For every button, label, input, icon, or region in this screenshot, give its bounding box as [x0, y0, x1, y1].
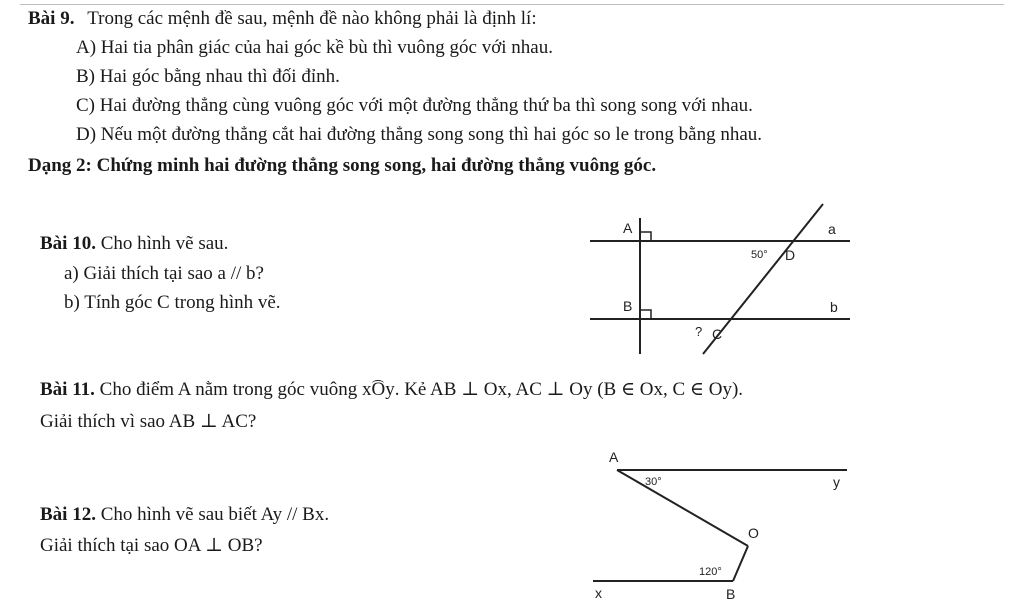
bai10-right-angle-b [640, 310, 651, 319]
bai12-line1 [40, 504, 329, 526]
bai11-line2: Giải thích vì sao AB ⊥ AC? [40, 411, 257, 432]
bai12-title: Bài 12. [40, 504, 96, 525]
bai9-option-d: D) Nếu một đường thẳng cắt hai đường thẳng song song thì hai góc so le trong bằng nhau. [76, 124, 763, 145]
bai12-segment-OB [733, 546, 748, 581]
bai11-angle-x: x [361, 379, 372, 400]
bai9-option-c: C) Hai đường thẳng cùng vuông góc với một đường thẳng thứ ba thì song song với nhau. [76, 95, 753, 116]
bai10-label-C: C [712, 326, 723, 342]
bai11-angle-xOy [362, 379, 395, 400]
bai10-label-a: a [828, 221, 836, 237]
bai10-label-b: b [830, 299, 838, 315]
bai10-label-A: A [623, 220, 633, 236]
bai10-title: Bài 10. [40, 233, 96, 254]
bai10-label-D: D [785, 247, 796, 263]
bai11-line1 [40, 379, 743, 401]
bai11-angle-O: O [371, 379, 386, 400]
bai12-angle-B: 120° [699, 566, 722, 578]
bai12-label-O: O [748, 525, 759, 541]
top-rule [20, 0, 1004, 5]
dang2-heading [28, 155, 656, 177]
bai11-text-b: . Kẻ AB ⊥ Ox, AC ⊥ Oy (B ∈ Ox, C ∈ Oy). [394, 379, 744, 400]
bai10-item-b: b) Tính góc C trong hình vẽ. [64, 292, 281, 313]
bai12-label-x: x [595, 585, 602, 601]
dang2-heading-text: Dạng 2: Chứng minh hai đường thẳng song song, hai đường thẳng vuông góc. [28, 155, 657, 176]
bai12-angle-A: 30° [645, 476, 662, 488]
bai9-option-b: B) Hai góc bằng nhau thì đối đỉnh. [76, 66, 340, 87]
bai9-title: Bài 9. [28, 8, 75, 29]
bai9-question: Trong các mệnh đề sau, mệnh đề nào không phải là định lí: [87, 8, 537, 29]
bai10-angle-D: 50° [751, 249, 768, 261]
bai12-line2: Giải thích tại sao OA ⊥ OB? [40, 535, 263, 556]
bai12-label-A: A [609, 449, 619, 465]
bai10-line [40, 233, 228, 255]
bai10-right-angle-a [640, 232, 651, 241]
bai10-figure [585, 196, 865, 356]
bai10-label-B: B [623, 298, 633, 314]
bai11-angle-y: y [385, 379, 395, 400]
bai12-label-B: B [726, 586, 736, 602]
bai9-option-a: A) Hai tia phân giác của hai góc kề bù thì vuông góc với nhau. [76, 37, 553, 58]
bai11-text-a: Cho điểm A nằm trong góc vuông [99, 379, 358, 400]
bai10-text: Cho hình vẽ sau. [100, 233, 229, 254]
bai10-angle-C: ? [695, 324, 703, 339]
bai12-figure [585, 448, 855, 608]
bai9-question-line [28, 8, 537, 30]
bai12-segment-AO [617, 470, 748, 546]
bai10-item-a: a) Giải thích tại sao a // b? [64, 263, 264, 284]
bai12-text: Cho hình vẽ sau biết Ay // Bx. [100, 504, 330, 525]
bai11-title: Bài 11. [40, 379, 95, 400]
bai12-label-y: y [833, 474, 840, 490]
